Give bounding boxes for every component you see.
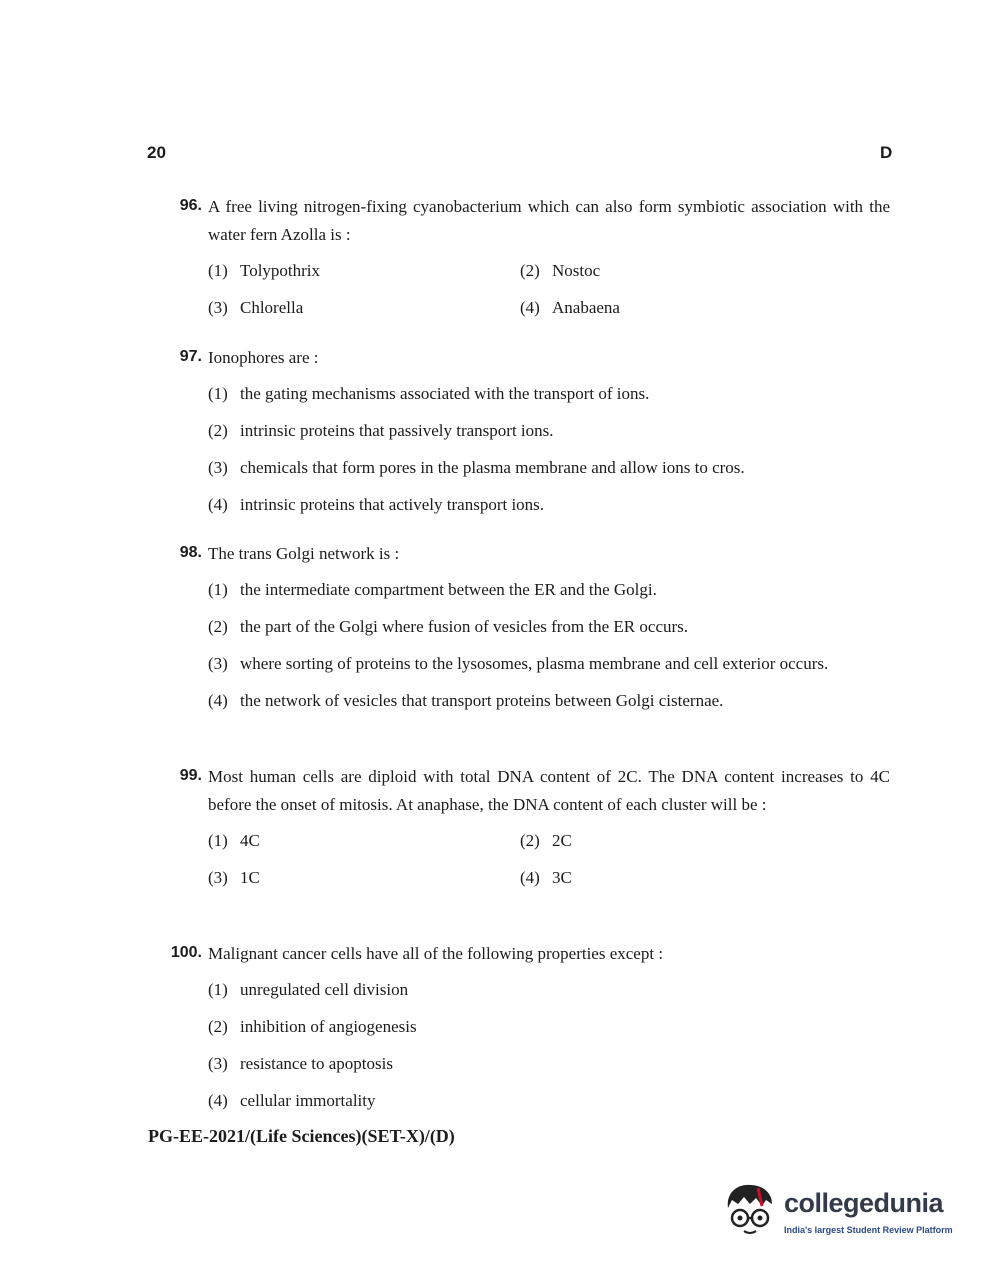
option-text: the network of vesicles that transport proteins between Golgi cisternae. [240, 691, 724, 710]
option-3 [208, 650, 890, 678]
option-text: the intermediate compartment between the ER and the Golgi. [240, 580, 657, 599]
brand-name: collegedunia [784, 1188, 944, 1218]
option-2 [208, 1013, 890, 1041]
option-4 [520, 294, 832, 322]
option-4 [208, 491, 890, 519]
option-text: resistance to apoptosis [240, 1054, 393, 1073]
option-number: (4) [520, 868, 540, 887]
option-3 [208, 454, 890, 482]
page-number: 20 [147, 143, 166, 162]
question-text: Malignant cancer cells have all of the following properties except : [208, 944, 664, 963]
option-text: the gating mechanisms associated with the transport of ions. [240, 384, 650, 403]
question-number: 100. [170, 944, 202, 961]
options-list [208, 976, 890, 1115]
option-3 [208, 864, 520, 892]
option-1 [208, 576, 890, 604]
brand-tagline: India's largest Student Review Platform [784, 1225, 953, 1235]
exam-code-footer: PG-EE-2021/(Life Sciences)(SET-X)/(D) [148, 1126, 455, 1146]
option-text: the part of the Golgi where fusion of vesicles from the ER occurs. [240, 617, 689, 636]
option-text: Chlorella [240, 298, 304, 317]
question-text: The trans Golgi network is : [208, 544, 400, 563]
option-2 [520, 827, 832, 855]
option-text: cellular immortality [240, 1091, 376, 1110]
option-3 [208, 294, 520, 322]
question-number: 96. [179, 197, 202, 214]
option-number: (3) [208, 298, 228, 317]
option-text: Tolypothrix [240, 261, 321, 280]
option-text: 4C [240, 831, 260, 850]
option-number: (3) [208, 868, 228, 887]
option-4 [208, 687, 890, 715]
question-text: Most human cells are diploid with total DNA content of 2C. The DNA content increases to 4C before the onset of mitosis. At anaphase, the DNA content of each cluster will be : [208, 767, 890, 814]
question-number: 99. [179, 767, 202, 784]
question-97 [160, 344, 890, 528]
option-number: (2) [208, 1017, 228, 1036]
option-text: Nostoc [552, 261, 601, 280]
question-96 [160, 193, 890, 322]
option-number: (1) [208, 384, 228, 403]
option-text: intrinsic proteins that actively transport ions. [240, 495, 545, 514]
option-number: (2) [208, 421, 228, 440]
option-4 [520, 864, 832, 892]
question-text: Ionophores are : [208, 348, 319, 367]
option-text: 2C [552, 831, 572, 850]
question-100 [160, 940, 890, 1124]
option-1 [208, 827, 520, 855]
options-list [208, 827, 890, 892]
option-number: (4) [208, 1091, 228, 1110]
collegedunia-watermark [722, 1180, 952, 1250]
options-list [208, 576, 890, 715]
question-99 [160, 763, 890, 892]
option-text: 3C [552, 868, 572, 887]
options-list [208, 380, 890, 519]
option-number: (4) [208, 495, 228, 514]
options-list [208, 257, 890, 322]
option-2 [208, 613, 890, 641]
option-4 [208, 1087, 890, 1115]
question-text: A free living nitrogen-fixing cyanobacterium which can also form symbiotic association with the water fern Azolla is : [208, 197, 890, 244]
option-number: (3) [208, 654, 228, 673]
option-number: (2) [520, 831, 540, 850]
question-98 [160, 540, 890, 724]
option-text: inhibition of angiogenesis [240, 1017, 417, 1036]
option-1 [208, 976, 890, 1004]
option-2 [208, 417, 890, 445]
question-number: 97. [179, 348, 202, 365]
option-number: (1) [208, 831, 228, 850]
mascot-icon [722, 1182, 780, 1238]
option-1 [208, 257, 520, 285]
option-text: Anabaena [552, 298, 620, 317]
option-number: (2) [520, 261, 540, 280]
option-number: (1) [208, 980, 228, 999]
option-number: (2) [208, 617, 228, 636]
option-number: (3) [208, 458, 228, 477]
option-3 [208, 1050, 890, 1078]
set-label: D [880, 143, 893, 162]
option-text: where sorting of proteins to the lysosomes, plasma membrane and cell exterior occurs. [240, 654, 829, 673]
option-text: chemicals that form pores in the plasma membrane and allow ions to cros. [240, 458, 745, 477]
option-number: (4) [208, 691, 228, 710]
option-1 [208, 380, 890, 408]
option-text: intrinsic proteins that passively transport ions. [240, 421, 554, 440]
option-number: (3) [208, 1054, 228, 1073]
option-number: (1) [208, 261, 228, 280]
option-text: 1C [240, 868, 260, 887]
option-number: (1) [208, 580, 228, 599]
question-number: 98. [179, 544, 202, 561]
option-number: (4) [520, 298, 540, 317]
option-2 [520, 257, 832, 285]
option-text: unregulated cell division [240, 980, 409, 999]
